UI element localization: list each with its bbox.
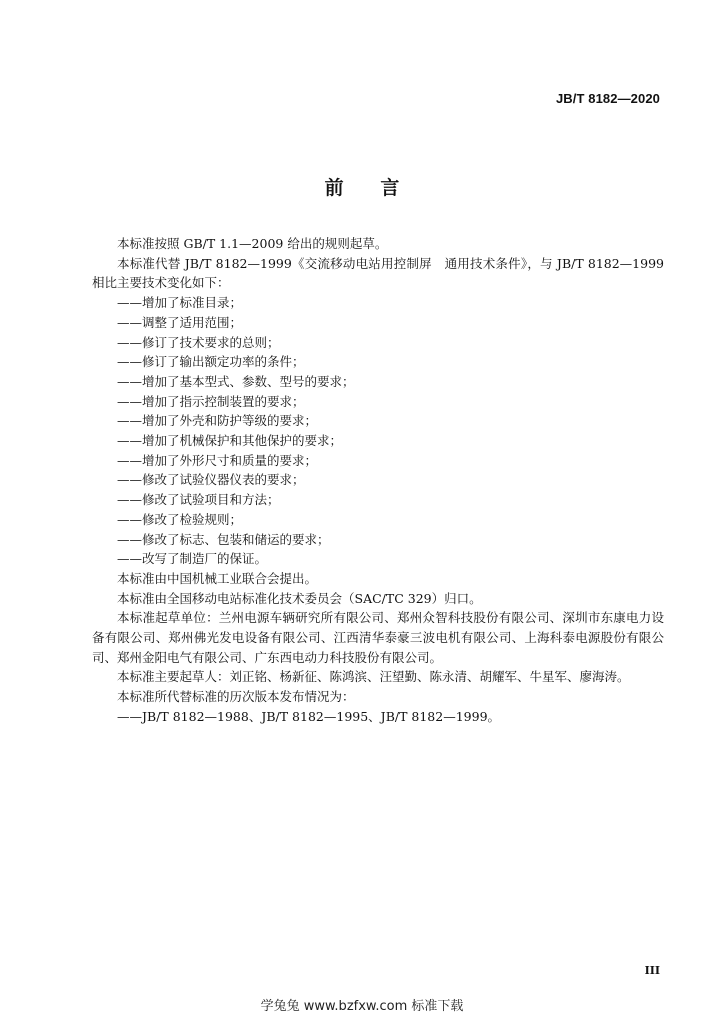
paragraph-committee: 本标准由全国移动电站标准化技术委员会（SAC/TC 329）归口。 — [117, 590, 482, 606]
list-item: ——修改了试验项目和方法； — [117, 492, 280, 508]
paragraph-proposer: 本标准由中国机械工业联合会提出。 — [117, 570, 318, 586]
standard-number: JB/T 8182—2020 — [555, 91, 660, 106]
paragraph-drafting-rule: 本标准按照 GB/T 1.1—2009 给出的规则起草。 — [117, 236, 388, 251]
paragraph-drafting-units: 本标准起草单位：兰州电源车辆研究所有限公司、郑州众智科技股份有限公司、深圳市东康电力设备有限公司、郑州佛光发电设备有限公司、江西清华泰豪三波电机有限公司、上海科泰电源股份有限公司、郑州金阳电气有限公司、广东西电动力科技股份有限公司。 — [92, 610, 664, 665]
list-item: ——修改了标志、包装和储运的要求； — [117, 531, 330, 547]
list-item: ——增加了外壳和防护等级的要求； — [117, 413, 318, 429]
page-title — [0, 173, 724, 200]
page-title-char-1: 前 — [324, 177, 344, 199]
list-item: ——增加了标准目录； — [117, 295, 243, 311]
paragraph-drafters: 本标准主要起草人：刘正铭、杨新征、陈鸿滨、汪望勤、陈永清、胡耀军、牛星军、廖海涛。 — [117, 669, 630, 685]
list-item: ——改写了制造厂的保证。 — [117, 551, 268, 567]
paragraph-history-intro: 本标准所代替标准的历次版本发布情况为： — [117, 689, 355, 705]
watermark-text: 学兔兔 www.bzfxw.com 标准下载 — [260, 999, 464, 1014]
list-item: ——修订了输出额定功率的条件； — [117, 354, 305, 370]
list-item: ——增加了指示控制装置的要求； — [117, 393, 305, 409]
list-item: ——增加了外形尺寸和质量的要求； — [117, 452, 318, 468]
preface-body — [92, 234, 664, 727]
list-item-history: ——JB/T 8182—1988、JB/T 8182—1995、JB/T 8182—1999。 — [117, 708, 501, 724]
list-item: ——修改了试验仪器仪表的要求； — [117, 472, 305, 488]
page-title-char-2: 言 — [380, 177, 400, 199]
page-number: III — [644, 964, 660, 977]
list-item: ——增加了机械保护和其他保护的要求； — [117, 433, 343, 449]
list-item: ——增加了基本型式、参数、型号的要求； — [117, 373, 355, 389]
paragraph-replacement: 本标准代替 JB/T 8182—1999《交流移动电站用控制屏 通用技术条件》，与 JB/T 8182—1999 相比主要技术变化如下： — [92, 255, 664, 291]
list-item: ——修订了技术要求的总则； — [117, 334, 280, 350]
list-item: ——修改了检验规则； — [117, 511, 243, 527]
list-item: ——调整了适用范围； — [117, 314, 243, 330]
